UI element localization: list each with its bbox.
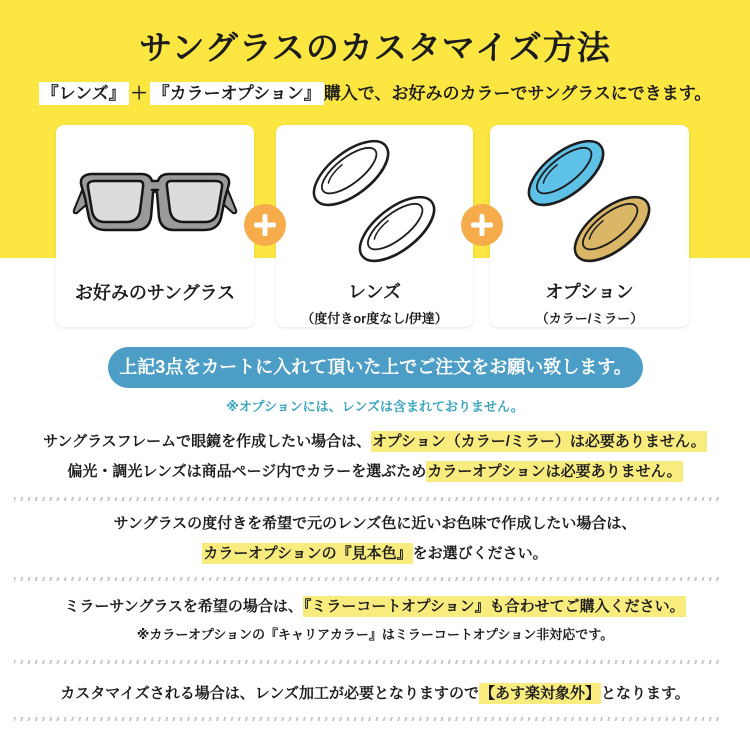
note-line: [0, 509, 750, 539]
note-highlight: オプション（カラー/ミラー）は必要ありません。: [372, 433, 706, 450]
plus-icon: [461, 204, 503, 246]
sunglasses-icon: [71, 166, 239, 242]
note-highlight: 『ミラーコートオプション』も合わせてご購入ください。: [303, 598, 685, 615]
note-no-express: [0, 679, 750, 709]
step-option-label: オプション: [545, 282, 634, 303]
note-line: [0, 539, 750, 569]
plus-icon: [244, 204, 286, 246]
note-text: サングラスフレームで眼鏡を作成したい場合は、: [43, 433, 372, 450]
subtitle-plus-symbol: ＋: [130, 84, 148, 103]
step-lens-sublabel: （度付きor度なし/伊達）: [301, 311, 448, 326]
step-frame-card: [56, 125, 254, 327]
note-sample-color: [0, 509, 750, 569]
colored-lens-pair-icon: [510, 129, 670, 279]
subtitle-color-option-token: 『カラーオプション』: [150, 82, 324, 105]
dashed-divider: [14, 497, 722, 501]
note-text: となります。: [600, 685, 690, 702]
note-highlight: カラーオプションは必要ありません。: [427, 463, 682, 480]
step-option-card: [490, 125, 689, 327]
subtitle-lens-token: 『レンズ』: [39, 82, 129, 105]
sunglasses-illustration: [56, 125, 254, 283]
note-line: [0, 457, 750, 487]
note-text: 偏光・調光レンズは商品ページ内でカラーを選ぶため: [67, 463, 427, 480]
note-line: [0, 427, 750, 457]
step-lens-card: [276, 125, 473, 327]
note-text: ※カラーオプションの『キャリアカラー』はミラーコートオプション非対応です。: [136, 627, 614, 642]
note-line: [0, 679, 750, 709]
note-line-small: [0, 622, 750, 648]
dashed-divider: [14, 717, 722, 721]
note-text: ミラーサングラスを希望の場合は、: [64, 598, 303, 615]
note-mirror-option: [0, 592, 750, 648]
step-frame-label: お好みのサングラス: [74, 283, 236, 303]
note-text: をお選びください。: [412, 545, 548, 562]
note-text: カスタマイズされる場合は、レンズ加工が必要となりますので: [60, 685, 479, 702]
page-title: サングラスのカスタマイズ方法: [139, 29, 611, 66]
color-option-illustration: [490, 125, 689, 282]
lens-pair-icon: [295, 129, 455, 279]
note-frame-only: [0, 427, 750, 487]
subtitle: [0, 79, 750, 104]
note-highlight: カラーオプションの『見本色』: [203, 545, 412, 562]
dashed-divider: [14, 660, 722, 664]
banner-note: ※オプションには、レンズは含まれておりません。: [226, 399, 524, 414]
note-text: サングラスの度付きを希望で元のレンズ色に近いお色味で作成したい場合は、: [113, 515, 637, 532]
step-option-sublabel: （カラー/ミラー）: [535, 311, 644, 326]
order-instruction-banner: 上記3点をカートに入れて頂いた上でご注文をお願い致します。: [108, 347, 643, 388]
note-line: [0, 592, 750, 622]
step-lens-label: レンズ: [347, 282, 401, 303]
lens-illustration: [276, 125, 473, 282]
subtitle-rest: 購入で、お好みのカラーでサングラスにできます。: [323, 84, 712, 103]
dashed-divider: [14, 577, 722, 581]
note-highlight: 【あす楽対象外】: [479, 685, 600, 702]
